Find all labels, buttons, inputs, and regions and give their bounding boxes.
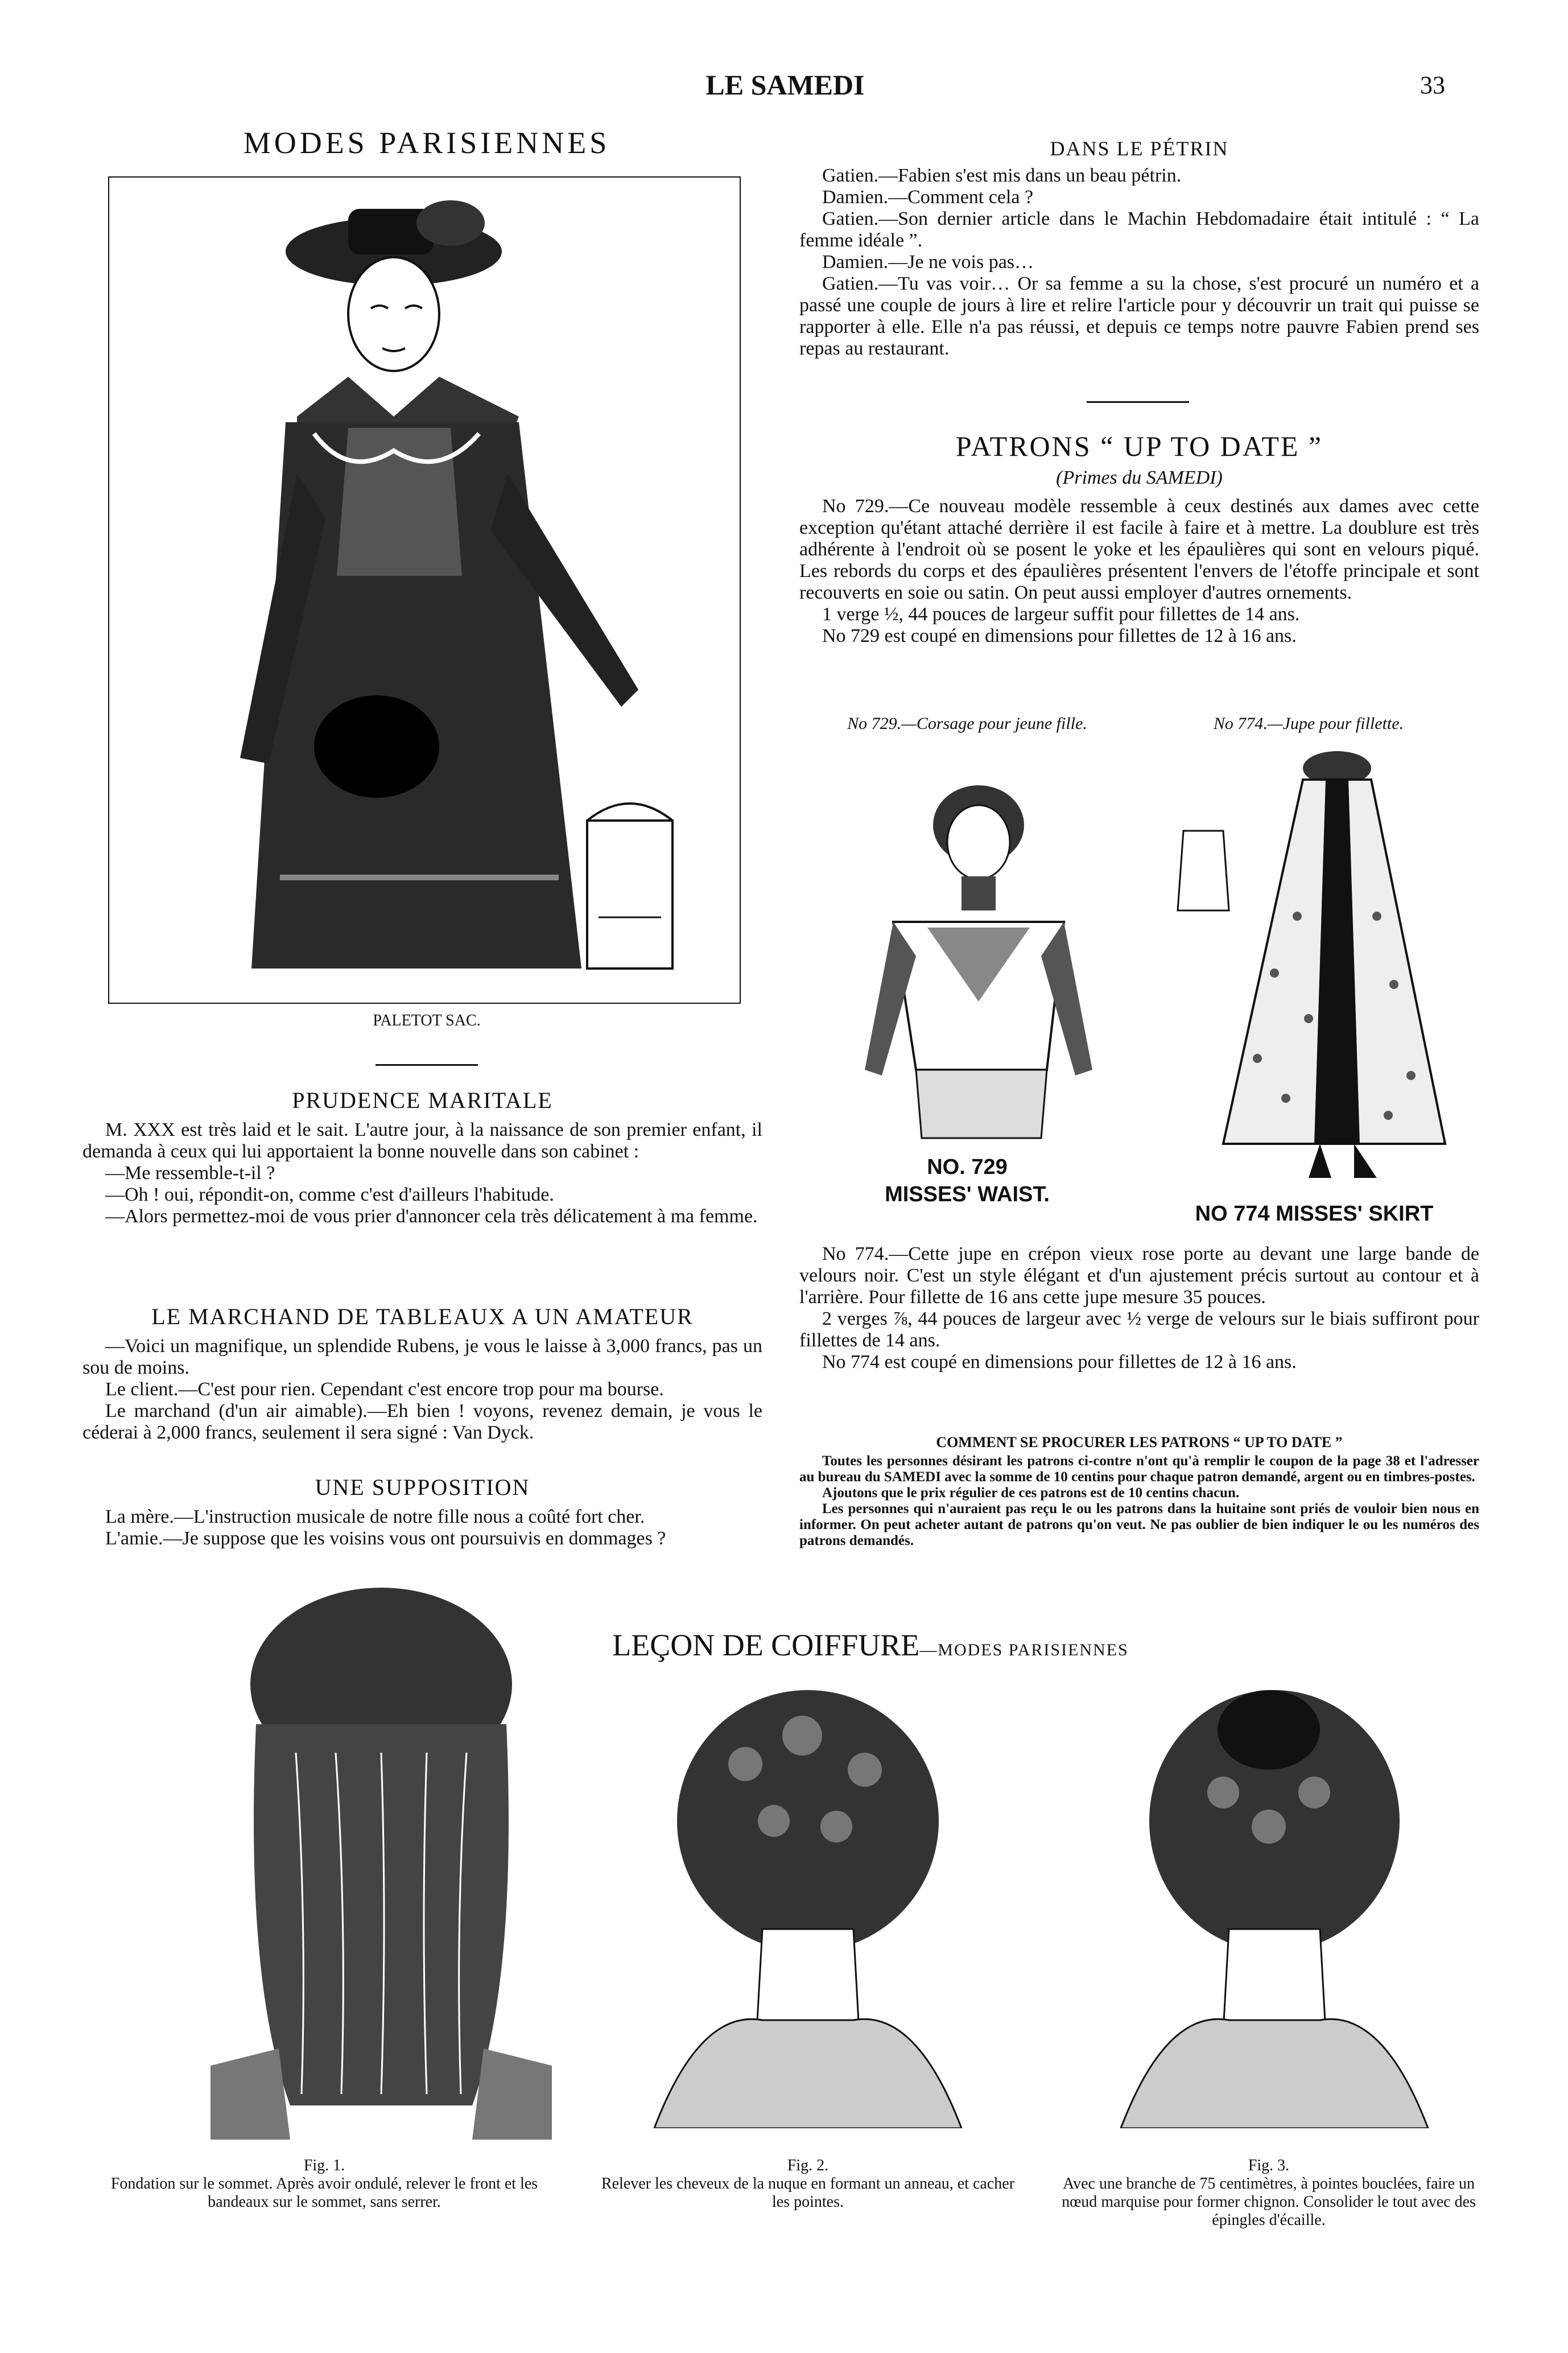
fig-1-text: Fondation sur le sommet. Après avoir ondulé, relever le front et les bandeaux sur le sommet, sans serrer. <box>110 2175 538 2211</box>
petrin-paragraph: Gatien.—Son dernier article dans le Machin Hebdomadaire était intitulé : “ La femme idéale ”. <box>799 208 1479 251</box>
patrons-subtitle: (Primes du SAMEDI) <box>1056 467 1223 488</box>
fig-2-caption-block <box>592 2157 1024 2211</box>
hairstyle-fig-2-illustration <box>632 1679 984 2128</box>
marchand-paragraph: Le client.—C'est pour rien. Cependant c'est encore trop pour ma bourse. <box>105 1379 664 1400</box>
petrin-article <box>799 137 1479 360</box>
fig-1-label: Fig. 1. <box>303 2157 345 2174</box>
supposition-paragraph: La mère.—L'instruction musicale de notre fille nous a coûté fort cher. <box>105 1506 645 1527</box>
fig-3-text: Avec une branche de 75 centimètres, à pointes bouclées, faire un nœud marquise pour former chignon. Consolider le tout avec des épingles d'écaille. <box>1062 2175 1476 2229</box>
howto-paragraph: Ajoutons que le prix régulier de ces patrons est de 10 centins chacun. <box>822 1485 1240 1501</box>
howto-title: COMMENT SE PROCURER LES PATRONS “ UP TO DATE ” <box>936 1434 1343 1450</box>
supposition-title: UNE SUPPOSITION <box>315 1474 530 1500</box>
howto-paragraph: Les personnes qui n'auraient pas reçu le ou les patrons dans la huitaine sont priés de vouloir bien nous en informer. On peut acheter autant de patrons qu'on veut. Ne pas oublier de bien indiquer le ou les numéros des patrons demandés. <box>799 1501 1479 1548</box>
fig-729-caption: No 729.—Corsage pour jeune fille. <box>847 714 1087 733</box>
girl-bodice-illustration <box>842 774 1138 1161</box>
coiffure-title-suffix: —MODES PARISIENNES <box>919 1641 1129 1659</box>
paletot-caption: PALETOT SAC. <box>373 1012 481 1029</box>
petrin-paragraph: Gatien.—Fabien s'est mis dans un beau pétrin. <box>822 165 1182 186</box>
page-header <box>0 68 1568 114</box>
patrons-article <box>799 430 1479 647</box>
supposition-article <box>82 1474 762 1550</box>
fig-729-label-name: MISSES' WAIST. <box>885 1182 1050 1206</box>
divider <box>376 1064 478 1066</box>
petrin-title: DANS LE PÉTRIN <box>1050 137 1229 160</box>
fig-774-label: NO 774 MISSES' SKIRT <box>1195 1202 1434 1226</box>
prudence-paragraph: —Oh ! oui, répondit-on, comme c'est d'ailleurs l'habitude. <box>105 1184 554 1205</box>
paletot-figure-frame <box>108 176 741 1004</box>
skirt-article <box>799 1243 1479 1373</box>
patrons-paragraph: 1 verge ½, 44 pouces de largeur suffit pour fillettes de 14 ans. <box>822 604 1300 625</box>
marchand-article <box>82 1303 762 1444</box>
coiffure-title: LEÇON DE COIFFURE <box>612 1628 920 1662</box>
section-title-modes: MODES PARISIENNES <box>243 126 610 160</box>
howto-box <box>799 1434 1479 1549</box>
fig-1-caption-block <box>108 2157 540 2211</box>
prudence-paragraph: —Alors permettez-moi de vous prier d'annoncer cela très délicatement à ma femme. <box>105 1206 758 1227</box>
petrin-paragraph: Damien.—Comment cela ? <box>822 187 1034 208</box>
skirt-illustration <box>1172 745 1468 1201</box>
hairstyle-fig-1-illustration <box>211 1582 552 2140</box>
petrin-paragraph: Gatien.—Tu vas voir… Or sa femme a su la chose, s'est procuré un numéro et a passé une couple de jours à lire et relire l'article pour y découvrir un trait qui puisse se rapporter à elle. Elle n'a pas réussi, et depuis ce temps notre pauvre Fabien prend ses repas au restaurant. <box>799 273 1479 359</box>
fig-3-caption-block <box>1053 2157 1485 2230</box>
supposition-paragraph: L'amie.—Je suppose que les voisins vous ont poursuivis en dommages ? <box>105 1528 666 1549</box>
prudence-paragraph: —Me ressemble-t-il ? <box>105 1163 275 1184</box>
petrin-paragraph: Damien.—Je ne vois pas… <box>822 252 1034 273</box>
prudence-paragraph: M. XXX est très laid et le sait. L'autre jour, à la naissance de son premier enfant, il demanda à ceux qui lui apportaient la bonne nouvelle dans son cabinet : <box>82 1119 762 1162</box>
divider <box>1087 401 1189 403</box>
fig-729-label-number: NO. 729 <box>927 1155 1008 1179</box>
fig-3-label: Fig. 3. <box>1248 2157 1290 2174</box>
skirt-paragraph: No 774.—Cette jupe en crépon vieux rose porte au devant une large bande de velours noir. C'est un style élégant et d'un ajustement précis surtout au contour et à l'arrière. Pour fillette de 16 ans cette jupe mesure 35 pouces. <box>799 1243 1479 1308</box>
hairstyle-fig-3-illustration <box>1098 1679 1451 2128</box>
page-number: 33 <box>1420 71 1445 99</box>
skirt-paragraph: No 774 est coupé en dimensions pour fillettes de 12 à 16 ans. <box>822 1351 1297 1373</box>
patrons-paragraph: No 729 est coupé en dimensions pour fillettes de 12 à 16 ans. <box>822 625 1297 646</box>
fig-2-label: Fig. 2. <box>787 2157 829 2174</box>
woman-in-coat-illustration <box>109 178 740 1003</box>
fig-2-text: Relever les cheveux de la nuque en formant un anneau, et cacher les pointes. <box>601 2175 1015 2211</box>
fig-774-caption: No 774.—Jupe pour fillette. <box>1213 714 1404 733</box>
prudence-title: PRUDENCE MARITALE <box>292 1087 553 1113</box>
coiffure-heading <box>501 1627 1240 1663</box>
marchand-paragraph: Le marchand (d'un air aimable).—Eh bien ! voyons, revenez demain, je vous le céderai à 2,000 francs, seulement il sera signé : Van Dyck. <box>82 1400 762 1443</box>
marchand-paragraph: —Voici un magnifique, un splendide Rubens, je vous le laisse à 3,000 francs, pas un sou de moins. <box>82 1336 762 1378</box>
patrons-paragraph: No 729.—Ce nouveau modèle ressemble à ceux destinés aux dames avec cette exception qu'étant attaché derrière il est facile à faire et à mettre. La doublure est très adhérente à l'endroit où se posent le yoke et les épaulières qui sont en velours piqué. Les rebords du corps et des épaulières présentent l'envers de l'étoffe principale et sont recouverts en soie ou satin. On peut aussi employer d'autres ornements. <box>799 496 1479 603</box>
patrons-title: PATRONS “ UP TO DATE ” <box>955 430 1323 462</box>
marchand-title: LE MARCHAND DE TABLEAUX A UN AMATEUR <box>151 1304 694 1329</box>
prudence-article <box>82 1087 762 1227</box>
skirt-paragraph: 2 verges ⅞, 44 pouces de largeur avec ½ verge de velours sur le biais suffiront pour fillettes de 14 ans. <box>799 1308 1479 1351</box>
howto-paragraph: Toutes les personnes désirant les patrons ci-contre n'ont qu'à remplir le coupon de la page 38 et l'adresser au bureau du SAMEDI avec la somme de 10 centins pour chaque patron demandé, argent ou en timbres-postes. <box>799 1453 1479 1485</box>
masthead-title: LE SAMEDI <box>705 69 865 101</box>
